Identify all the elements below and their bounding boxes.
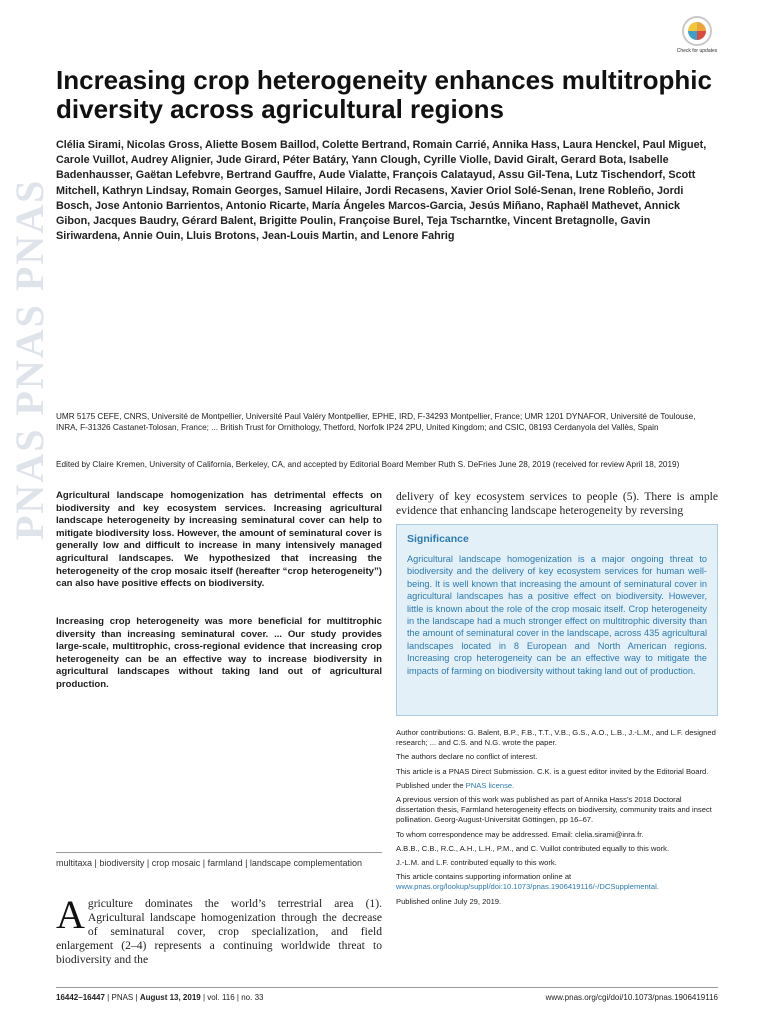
- intro-continued: delivery of key ecosystem services to people (5). There is ample evidence that enhancing landscape heterogeneity by reversing: [396, 490, 718, 517]
- correspondence-note: To whom correspondence may be addressed. Email: clelia.sirami@inra.fr.: [396, 829, 644, 839]
- license-note: Published under the PNAS license.: [396, 780, 515, 790]
- drop-cap: A: [56, 892, 85, 937]
- supporting-info-note: This article contains supporting information online at www.pnas.org/lookup/suppl/doi:10.1073/pnas.1906419116/-/DCSupplemental.: [396, 872, 659, 892]
- footer-doi-link[interactable]: www.pnas.org/cgi/doi/10.1073/pnas.1906419116: [545, 993, 718, 1002]
- pnas-watermark: PNAS PNAS PNAS: [7, 178, 52, 540]
- keywords-divider: [56, 852, 382, 853]
- license-link[interactable]: PNAS license.: [465, 780, 515, 790]
- author-contributions: Author contributions: G. Balent, B.P., F.B., T.T., V.B., G.S., A.O., L.B., J.-L.M., and L.F. designed research; ... and C.S. and N.G. wrote the paper.: [396, 728, 716, 748]
- significance-box: [396, 524, 718, 716]
- significance-body: Agricultural landscape homogenization is a major ongoing threat to biodiversity and the delivery of key ecosystem services for human well-being. It is well known that increasing the amount of seminatural cover in agricultural landscapes has a positive effect on biodiversity. However, little is known about the role of the crop mosaic itself. Crop heterogeneity in the landscape had a much stronger effect on multitrophic diversity than the amount of seminatural cover in the landscape, across 435 agricultural landscapes located in 8 European and North American regions. Increasing crop heterogeneity can be an effective way to mitigate the impacts of farming on biodiversity without taking land out of production.: [407, 554, 707, 676]
- thesis-note: A previous version of this work was published as part of Annika Hass’s 2018 Doctoral dissertation thesis, Farmland heterogeneity effects on biodiversity, community traits and insect pollination. Georg-August-Universität Göttingen, pp 16–67.: [396, 795, 712, 825]
- abstract-head: Agricultural landscape homogenization has detrimental effects on biodiversity and key ecosystem services. Increasing agricultural landscape heterogeneity by increasing seminatural cover can help to mitigate biodiversity loss. However, the amount of seminatural cover is generally low and difficult to increase in many intensively managed agricultural landscapes. We hypothesized that increasing the heterogeneity of the crop mosaic itself (hereafter “crop heterogeneity”) can also have positive effects on biodiversity.: [56, 490, 382, 590]
- article-title: Increasing crop heterogeneity enhances multitrophic diversity across agricultural regions: [56, 65, 712, 124]
- footer-issue: no. 33: [241, 993, 264, 1002]
- abstract-tail: Increasing crop heterogeneity was more beneficial for multitrophic diversity than increasing seminatural cover. ... Our study provides large-scale, multitrophic, cross-regional evidence that increasing crop heterogeneity can be an effective way to increase biodiversity in agricultural landscapes without taking land out of agricultural production.: [56, 616, 382, 690]
- intro-text: griculture dominates the world’s terrestrial area (1). Agricultural landscape homogenization through the decrease of seminatural cover, crop specialization, and field enlargement (2–4) represents a continuing worldwide threat to biodiversity and the: [56, 897, 382, 966]
- footer-journal: PNAS: [111, 993, 134, 1002]
- check-for-updates-icon: [682, 16, 712, 46]
- equal-contribution-2: J.-L.M. and L.F. contributed equally to this work.: [396, 858, 557, 868]
- footer-divider: [56, 987, 718, 988]
- equal-contribution-1: A.B.B., C.B., R.C., A.H., L.H., P.M., and C. Vuillot contributed equally to this work.: [396, 843, 670, 853]
- significance-title: Significance: [407, 533, 469, 545]
- footer-pages: 16442–16447: [56, 993, 105, 1002]
- footer-volume: vol. 116: [207, 993, 235, 1002]
- keywords: multitaxa | biodiversity | crop mosaic | farmland | landscape complementation: [56, 858, 362, 868]
- supporting-info-link[interactable]: www.pnas.org/lookup/suppl/doi:10.1073/pnas.1906419116/-/DCSupplemental.: [396, 882, 659, 892]
- article-notes: [396, 728, 718, 911]
- edited-by: Edited by Claire Kremen, University of California, Berkeley, CA, and accepted by Editorial Board Member Ruth S. DeFries June 28, 2019 (received for review April 18, 2019): [56, 460, 680, 469]
- conflict-statement: The authors declare no conflict of interest.: [396, 752, 538, 762]
- footer-date: August 13, 2019: [139, 993, 201, 1002]
- submission-note: This article is a PNAS Direct Submission. C.K. is a guest editor invited by the Editorial Board.: [396, 766, 709, 776]
- footer-citation: 16442–16447 | PNAS | August 13, 2019 | vol. 116 | no. 33: [56, 993, 264, 1002]
- correspondence-email[interactable]: clelia.sirami@inra.fr.: [574, 829, 644, 839]
- author-list: Clélia Sirami, Nicolas Gross, Aliette Bosem Baillod, Colette Bertrand, Romain Carrié, Annika Hass, Laura Henckel, Paul Miguet, Carole Vuillot, Audrey Alignier, Jude Girard, Péter Batáry, Yann Clough, Cyrille Violle, David Giralt, Gerard Bota, Isabelle Badenhausser, Gaëtan Lefebvre, Bertrand Gauffre, Aude Vialatte, François Calatayud, Assu Gil-Tena, Lutz Tischendorf, Scott Mitchell, Kathryn Lindsay, Romain Georges, Samuel Hilaire, Jordi Recasens, Xavier Oriol Solé-Senan, Irene Robleño, Jordi Bosch, Jose Antonio Barrientos, Antonio Ricarte, María Ángeles Marcos-Garcia, Jesús Miñano, Raphaël Mathevet, Annick Gibon, Jacques Baudry, Gérard Balent, Brigitte Poulin, Françoise Burel, Teja Tscharntke, Vincent Bretagnolle, Gavin Siriwardena, Annie Ouin, Lluis Brotons, Jean-Louis Martin, and Lenore Fahrig: [56, 139, 707, 243]
- affiliations: UMR 5175 CEFE, CNRS, Université de Montpellier, Université Paul Valéry Montpellier, EPHE, IRD, F-34293 Montpellier, France; UMR 1201 DYNAFOR, Université de Toulouse, INRA, F-31326 Castanet-Tolosan, France; ... British Trust for Ornithology, Thetford, Norfolk IP24 2PU, United Kingdom; and CSIC, 08193 Cerdanyola del Vallès, Spain: [56, 412, 696, 432]
- check-for-updates-badge[interactable]: [676, 16, 718, 62]
- badge-label: Check for updates: [676, 48, 718, 54]
- introduction: [56, 892, 382, 967]
- published-date: Published online July 29, 2019.: [396, 896, 502, 906]
